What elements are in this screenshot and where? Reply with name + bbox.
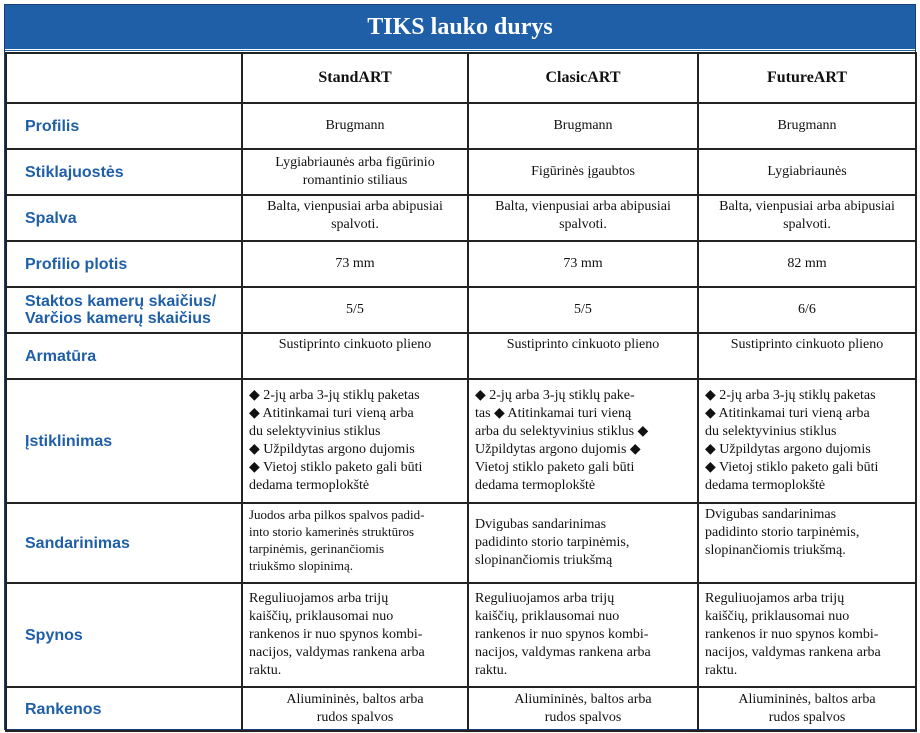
table-cell: Dvigubas sandarinimas padidinto storio tarpinėmis, slopinančiomis triukšmą.: [698, 503, 916, 583]
table-cell: Lygiabriaunės arba figūrinio romantinio stiliaus: [242, 149, 468, 195]
table-cell: Dvigubas sandarinimas padidinto storio tarpinėmis, slopinančiomis triukšmą: [468, 503, 698, 583]
row-label-profilis: Profilis: [6, 103, 242, 149]
table-cell: Reguliuojamos arba trijų kaiščių, priklausomai nuo rankenos ir nuo spynos kombi- nacijos, valdymas rankena arba raktu.: [698, 583, 916, 687]
table-cell: 73 mm: [242, 241, 468, 287]
table-cell: Aliumininės, baltos arba rudos spalvos: [468, 687, 698, 731]
comparison-table: [5, 52, 917, 732]
table-row: [6, 379, 916, 503]
table-cell: 5/5: [468, 287, 698, 333]
table-cell: ◆ 2-jų arba 3-jų stiklų pake- tas ◆ Atitinkamai turi vieną arba du selektyvinius stiklus ◆ Užpildytas argono dujomis ◆ Vietoj stiklo paketo gali būti dedama termoplokštė: [468, 379, 698, 503]
row-label-kameru-skaicius: Staktos kamerų skaičius/ Varčios kamerų skaičius: [6, 287, 242, 333]
table-row: [6, 149, 916, 195]
table-cell: 73 mm: [468, 241, 698, 287]
row-label-armatura: Armatūra: [6, 333, 242, 379]
table-cell: Juodos arba pilkos spalvos padid- into storio kamerinės struktūros tarpinėmis, gerinančiomis triukšmo slopinimą.: [242, 503, 468, 583]
table-cell: 82 mm: [698, 241, 916, 287]
spec-sheet: [4, 4, 916, 730]
table-cell: Sustiprinto cinkuoto plieno: [468, 333, 698, 379]
table-row: [6, 103, 916, 149]
table-row: [6, 195, 916, 241]
table-cell: Balta, vienpusiai arba abipusiai spalvoti.: [698, 195, 916, 241]
row-label-stiklajuostes: Stiklajuostės: [6, 149, 242, 195]
table-cell: Brugmann: [468, 103, 698, 149]
table-row: [6, 503, 916, 583]
table-cell: Sustiprinto cinkuoto plieno: [242, 333, 468, 379]
column-header-standart: StandART: [242, 53, 468, 103]
row-label-istiklinimas: Įstiklinimas: [6, 379, 242, 503]
table-cell: Balta, vienpusiai arba abipusiai spalvoti.: [468, 195, 698, 241]
table-cell: 5/5: [242, 287, 468, 333]
table-cell: Balta, vienpusiai arba abipusiai spalvoti.: [242, 195, 468, 241]
column-header-clasicart: ClasicART: [468, 53, 698, 103]
column-header-futureart: FutureART: [698, 53, 916, 103]
table-cell: Sustiprinto cinkuoto plieno: [698, 333, 916, 379]
table-cell: Aliumininės, baltos arba rudos spalvos: [698, 687, 916, 731]
row-label-profilio-plotis: Profilio plotis: [6, 241, 242, 287]
row-label-sandarinimas: Sandarinimas: [6, 503, 242, 583]
table-cell: Lygiabriaunės: [698, 149, 916, 195]
table-cell: Aliumininės, baltos arba rudos spalvos: [242, 687, 468, 731]
row-label-rankenos: Rankenos: [6, 687, 242, 731]
table-cell: Figūrinės įgaubtos: [468, 149, 698, 195]
table-cell: Brugmann: [242, 103, 468, 149]
table-row: [6, 687, 916, 731]
table-cell: ◆ 2-jų arba 3-jų stiklų paketas ◆ Atitinkamai turi vieną arba du selektyvinius stiklus ◆ Užpildytas argono dujomis ◆ Vietoj stiklo paketo gali būti dedama termoplokštė: [242, 379, 468, 503]
table-row: [6, 333, 916, 379]
row-label-spalva: Spalva: [6, 195, 242, 241]
table-cell: Reguliuojamos arba trijų kaiščių, priklausomai nuo rankenos ir nuo spynos kombi- nacijos, valdymas rankena arba raktu.: [242, 583, 468, 687]
header-row: [6, 53, 916, 103]
table-row: [6, 583, 916, 687]
table-row: [6, 287, 916, 333]
table-row: [6, 241, 916, 287]
table-cell: 6/6: [698, 287, 916, 333]
row-label-spynos: Spynos: [6, 583, 242, 687]
table-cell: ◆ 2-jų arba 3-jų stiklų paketas ◆ Atitinkamai turi vieną arba du selektyvinius stiklus ◆ Užpildytas argono dujomis ◆ Vietoj stiklo paketo gali būti dedama termoplokštė: [698, 379, 916, 503]
header-corner: [6, 53, 242, 103]
table-cell: Reguliuojamos arba trijų kaiščių, priklausomai nuo rankenos ir nuo spynos kombi- nacijos, valdymas rankena arba raktu.: [468, 583, 698, 687]
table-cell: Brugmann: [698, 103, 916, 149]
page-title: TIKS lauko durys: [5, 5, 915, 52]
